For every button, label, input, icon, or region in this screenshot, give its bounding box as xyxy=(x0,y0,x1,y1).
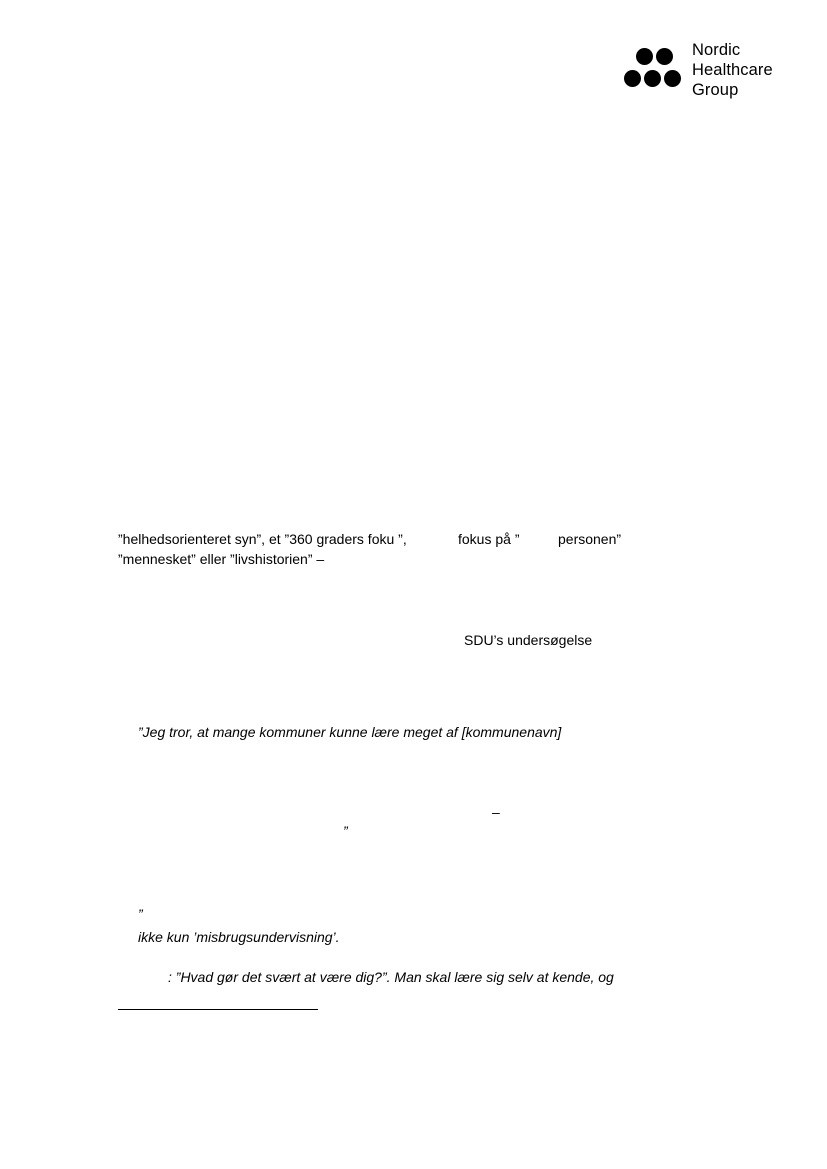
logo-line-group: Group xyxy=(692,81,739,99)
sdu-reference: SDU’s undersøgelse xyxy=(464,632,593,648)
opening-quote-mark: ” xyxy=(138,906,143,922)
quote-municipalities: ”Jeg tror, at mange kommuner kunne lære meget af [kommunenavn] xyxy=(138,724,562,740)
body-line-2: ”mennesket” eller ”livshistorien” – xyxy=(118,551,325,567)
footnote-separator xyxy=(118,1009,318,1010)
logo-wordmark xyxy=(692,40,773,100)
body-line-1-part-a: ”helhedsorienteret syn”, et ”360 graders foku ”, xyxy=(118,531,407,547)
logo-line-nordic: Nordic xyxy=(692,41,741,59)
nordic-healthcare-group-logo xyxy=(622,41,802,100)
logo-dots-icon xyxy=(622,46,680,94)
logo-line-healthcare: Healthcare xyxy=(692,61,773,79)
dash-mark: – xyxy=(492,804,500,820)
quote-misbrug: ikke kun ’misbrugsundervisning’. xyxy=(138,929,340,945)
quote-hvad-goer: : ”Hvad gør det svært at være dig?”. Man skal lære sig selv at kende, og xyxy=(168,969,614,985)
body-line-1-part-c: personen” xyxy=(558,531,622,547)
closing-quote-mark: ” xyxy=(343,823,348,839)
body-line-1-part-b: fokus på ” xyxy=(458,531,520,547)
